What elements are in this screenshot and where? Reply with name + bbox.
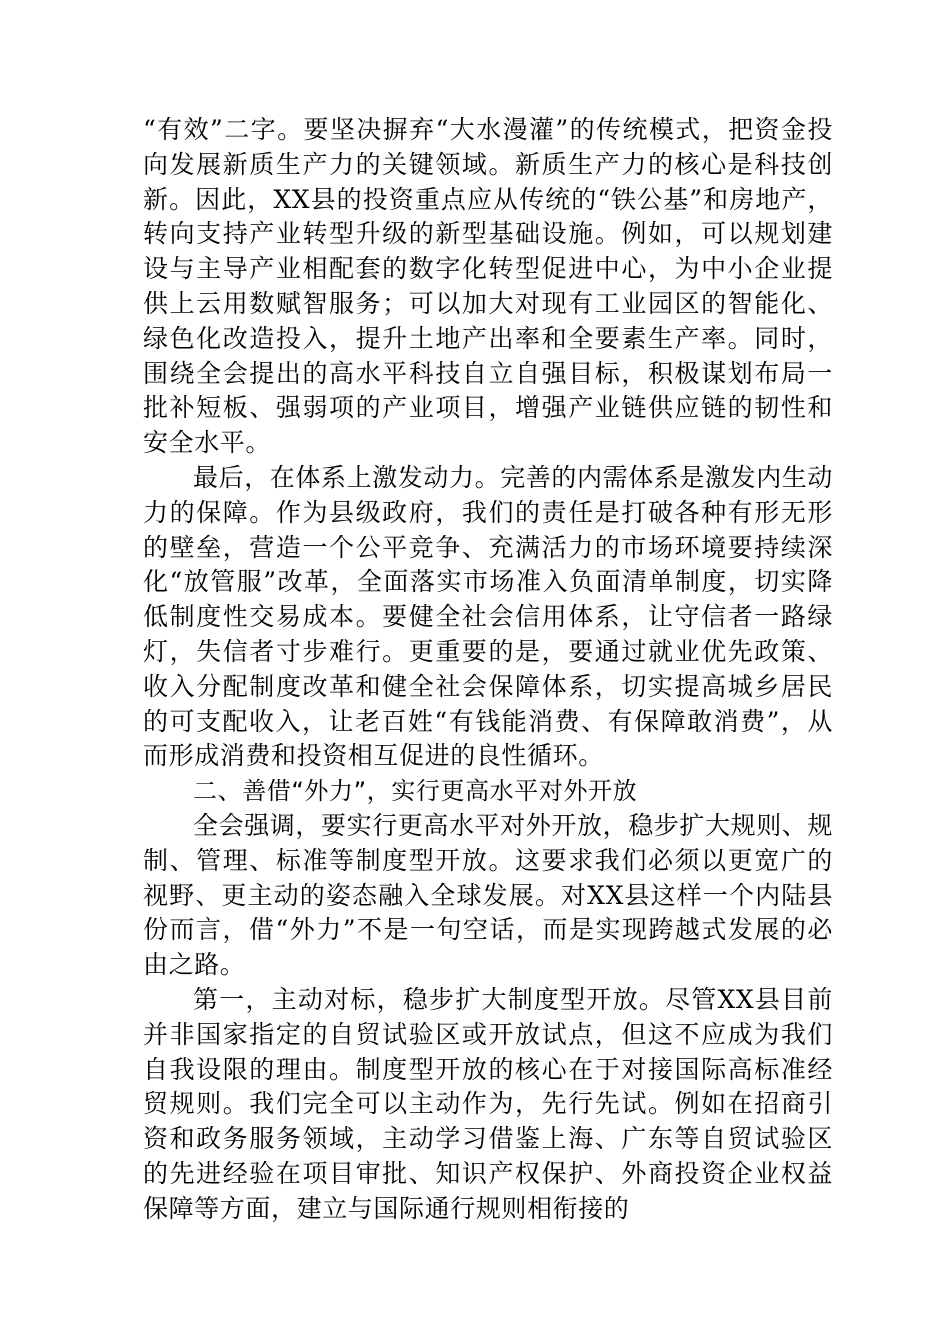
section-heading-opening-up: 二、善借“外力”，实行更高水平对外开放 bbox=[193, 777, 638, 806]
paragraph-institutional-opening: 第一，主动对标，稳步扩大制度型开放。尽管XX县目前并非国家指定的自贸试验区或开放试点，但这不应成为我们自我设限的理由。制度型开放的核心在于对接国际高标准经贸规则。我们完全可以主动作为，先行先试。例如在招商引资和政务服务领域，主动学习借鉴上海、广东等自贸试验区的先进经验在项目审批、知识产权保护、外商投资企业权益保障等方面，建立与国际通行规则相衔接的 bbox=[143, 984, 833, 1223]
paragraph-system-dynamics: 最后，在体系上激发动力。完善的内需体系是激发内生动力的保障。作为县级政府，我们的责任是打破各种有形无形的壁垒，营造一个公平竞争、充满活力的市场环境要持续深化“放管服”改革，全面落实市场准入负面清单制度，切实降低制度性交易成本。要健全社会信用体系，让守信者一路绿灯，失信者寸步难行。更重要的是，要通过就业优先政策、收入分配制度改革和健全社会保障体系，切实提高城乡居民的可支配收入，让老百姓“有钱能消费、有保障敢消费”，从而形成消费和投资相互促进的良性循环。 bbox=[143, 462, 834, 771]
paragraph-plenary-emphasis: 全会强调，要实行更高水平对外开放，稳步扩大规则、规制、管理、标准等制度型开放。这要求我们必须以更宽广的视野、更主动的姿态融入全球发展。对XX县这样一个内陆县份而言，借“外力”不是一句空话，而是实现跨越式发展的必由之路。 bbox=[143, 810, 834, 980]
paragraph-continuation: “有效”二字。要坚决摒弃“大水漫灌”的传统模式，把资金投向发展新质生产力的关键领域。新质生产力的核心是科技创新。因此，XX县的投资重点应从传统的“铁公基”和房地产，转向支持产业转型升级的新型基础设施。例如，可以规划建设与主导产业相配套的数字化转型促进中心，为中小企业提供上云用数赋智服务；可以加大对现有工业园区的智能化、绿色化改造投入，提升土地产出率和全要素生产率。同时，围绕全会提出的高水平科技自立自强目标，积极谋划布局一批补短板、强弱项的产业项目，增强产业链供应链的韧性和安全水平。 bbox=[143, 115, 833, 458]
document-body bbox=[143, 113, 833, 1227]
